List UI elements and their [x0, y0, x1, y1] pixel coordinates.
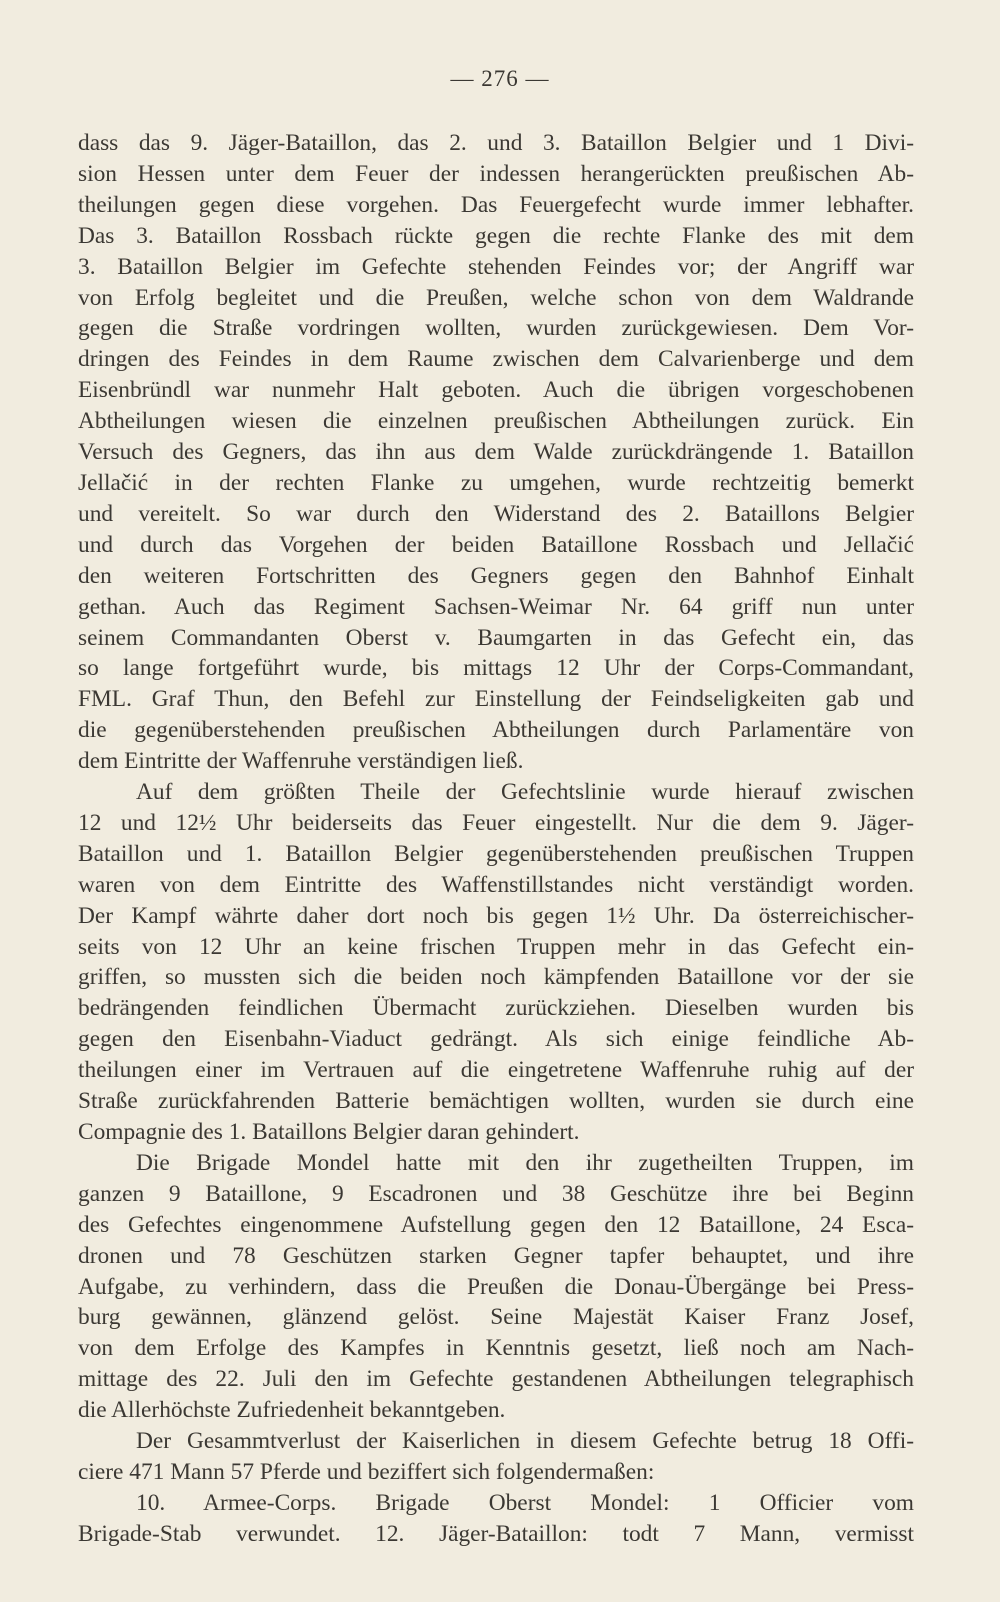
text-line: gethan. Auch das Regiment Sachsen-Weimar Nr. 64 griff nun unter — [78, 593, 914, 620]
text-line: waren von dem Eintritte des Waffenstillstandes nicht verständigt worden. — [78, 871, 914, 898]
text-line: Compagnie des 1. Bataillons Belgier daran gehindert. — [78, 1119, 580, 1145]
text-line: die gegenüberstehenden preußischen Abtheilungen durch Parlamentäre von — [78, 717, 914, 744]
text-line: und vereitelt. So war durch den Widerstand des 2. Bataillons Belgier — [78, 500, 914, 527]
text-line: bedrängenden feindlichen Übermacht zurückziehen. Dieselben wurden bis — [78, 995, 914, 1022]
text-line: burg gewännen, glänzend gelöst. Seine Majestät Kaiser Franz Josef, — [78, 1304, 914, 1331]
text-line: Jellačić in der rechten Flanke zu umgehen, wurde rechtzeitig bemerkt — [78, 469, 914, 496]
text-line: theilungen einer im Vertrauen auf die eingetretene Waffenruhe ruhig auf der — [78, 1057, 914, 1084]
text-line: so lange fortgeführt wurde, bis mittags 12 Uhr der Corps-Commandant, — [78, 655, 914, 682]
text-line: dringen des Feindes in dem Raume zwischen dem Calvarienberge und dem — [78, 346, 914, 373]
text-line: FML. Graf Thun, den Befehl zur Einstellung der Feindseligkeiten gab und — [78, 686, 914, 713]
text-line: dem Eintritte der Waffenruhe verständigen ließ. — [78, 748, 524, 775]
text-line: und durch das Vorgehen der beiden Bataillone Rossbach und Jellačić — [78, 531, 914, 558]
text-line: gegen die Straße vordringen wollten, wurden zurückgewiesen. Dem Vor- — [78, 315, 914, 342]
text-line: die Allerhöchste Zufriedenheit bekanntgeben. — [78, 1397, 506, 1424]
page-number: — 276 — — [450, 66, 550, 91]
text-line: Abtheilungen wiesen die einzelnen preußischen Abtheilungen zurück. Ein — [78, 408, 914, 435]
text-line: griffen, so mussten sich die beiden noch kämpfenden Bataillone vor der sie — [78, 964, 914, 991]
text-line: Aufgabe, zu verhindern, dass die Preußen die Donau-Übergänge bei Press- — [78, 1273, 914, 1300]
text-line: Auf dem größten Theile der Gefechtslinie wurde hierauf zwischen — [136, 779, 914, 806]
text-line: seits von 12 Uhr an keine frischen Truppen mehr in das Gefecht ein- — [78, 933, 914, 960]
text-line: theilungen gegen diese vorgehen. Das Feuergefecht wurde immer lebhafter. — [78, 191, 914, 218]
text-line: 10. Armee-Corps. Brigade Oberst Mondel: 1 Officier vom — [136, 1489, 914, 1516]
text-line: Der Kampf währte daher dort noch bis gegen 1½ Uhr. Da österreichischer- — [78, 902, 914, 929]
text-line: 3. Bataillon Belgier im Gefechte stehenden Feindes vor; der Angriff war — [78, 253, 914, 280]
text-line: Das 3. Bataillon Rossbach rückte gegen die rechte Flanke des mit dem — [78, 222, 914, 249]
body-text — [78, 128, 914, 1550]
text-line: des Gefechtes eingenommene Aufstellung gegen den 12 Bataillone, 24 Esca- — [78, 1211, 914, 1238]
text-line: mittage des 22. Juli den im Gefechte gestandenen Abtheilungen telegraphisch — [78, 1366, 914, 1393]
text-line: ganzen 9 Bataillone, 9 Escadronen und 38 Geschütze ihre bei Beginn — [78, 1180, 914, 1207]
text-line: Bataillon und 1. Bataillon Belgier gegenüberstehenden preußischen Truppen — [78, 840, 914, 867]
text-line: von dem Erfolge des Kampfes in Kenntnis gesetzt, ließ noch am Nach- — [78, 1335, 914, 1362]
text-line: Eisenbründl war nunmehr Halt geboten. Auch die übrigen vorgeschobenen — [78, 377, 914, 404]
text-line: Brigade-Stab verwundet. 12. Jäger-Bataillon: todt 7 Mann, vermisst — [78, 1520, 914, 1547]
text-line: Versuch des Gegners, das ihn aus dem Walde zurückdrängende 1. Bataillon — [78, 439, 914, 466]
text-line: ciere 471 Mann 57 Pferde und beziffert sich folgendermaßen: — [78, 1458, 655, 1485]
text-line: dass das 9. Jäger-Bataillon, das 2. und 3. Bataillon Belgier und 1 Divi- — [78, 130, 914, 156]
text-line: seinem Commandanten Oberst v. Baumgarten in das Gefecht ein, das — [78, 624, 914, 651]
text-line: 12 und 12½ Uhr beiderseits das Feuer eingestellt. Nur die dem 9. Jäger- — [78, 809, 914, 836]
text-line: Straße zurückfahrenden Batterie bemächtigen wollten, wurden sie durch eine — [78, 1088, 914, 1115]
text-line: dronen und 78 Geschützen starken Gegner tapfer behauptet, und ihre — [78, 1242, 914, 1269]
text-line: gegen den Eisenbahn-Viaduct gedrängt. Als sich einige feindliche Ab- — [78, 1026, 914, 1053]
text-line: Der Gesammtverlust der Kaiserlichen in diesem Gefechte betrug 18 Offi- — [136, 1428, 914, 1455]
text-line: von Erfolg begleitet und die Preußen, welche schon von dem Waldrande — [78, 284, 914, 311]
text-line: sion Hessen unter dem Feuer der indessen herangerückten preußischen Ab- — [78, 160, 914, 187]
text-line: den weiteren Fortschritten des Gegners gegen den Bahnhof Einhalt — [78, 562, 914, 589]
text-line: Die Brigade Mondel hatte mit den ihr zugetheilten Truppen, im — [136, 1149, 914, 1176]
